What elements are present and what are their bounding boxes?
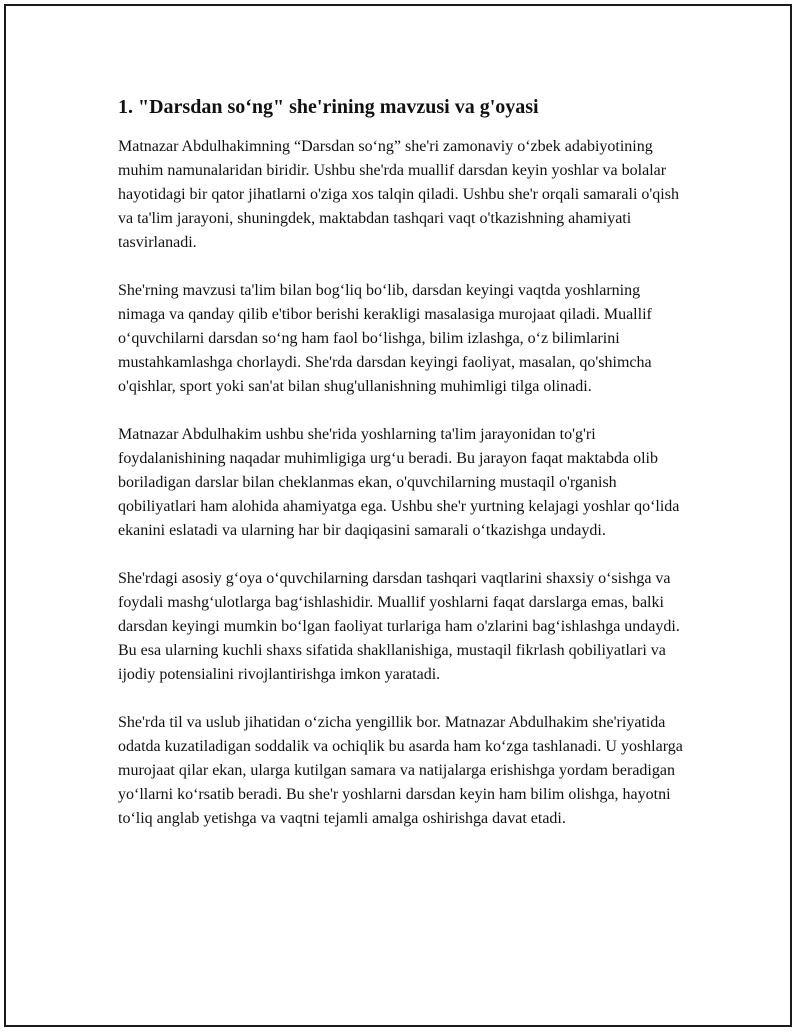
paragraph-3: Matnazar Abdulhakim ushbu she'rida yoshlarning ta'lim jarayonidan to'g'ri foydalanishining naqadar muhimligiga urg‘u beradi. Bu jarayon faqat maktabda olib boriladigan darslar bilan cheklanmas ekan, o'quvchilarning mustaqil o'rganish qobiliyatlari ham alohida ahamiyatga ega. Ushbu she'r yurtning kelajagi yoshlar qo‘lida ekanini eslatadi va ularning har bir daqiqasini samarali o‘tkazishga undaydi. — [118, 426, 680, 539]
paragraph-2: She'rning mavzusi ta'lim bilan bog‘liq bo‘lib, darsdan keyingi vaqtda yoshlarning nimaga va qanday qilib e'tibor berishi kerakligi masalasiga murojaat qiladi. Muallif o‘quvchilarni darsdan so‘ng ham faol bo‘lishga, bilim izlashga, o‘z bilimlarini mustahkamlashga chorlaydi. She'rda darsdan keyingi faoliyat, masalan, qo'shimcha o'qishlar, sport yoki san'at bilan shug'ullanishning muhimligi tilga olinadi. — [118, 282, 652, 395]
paragraph-5: She'rda til va uslub jihatidan o‘zicha yengillik bor. Matnazar Abdulhakim she'riyatida odatda kuzatiladigan soddalik va ochiqlik bu asarda ham ko‘zga tashlanadi. U yoshlarga murojaat qilar ekan, ularga kutilgan samara va natijalarga erishishga yordam beradigan yo‘llarni ko‘rsatib beradi. Bu she'r yoshlarni darsdan keyin ham bilim olishga, hayotni to‘liq anglab yetishga va vaqtni tejamli amalga oshirishga davat etadi. — [118, 714, 683, 827]
paragraph-4: She'rdagi asosiy g‘oya o‘quvchilarning darsdan tashqari vaqtlarini shaxsiy o‘sishga va foydali mashg‘ulotlarga bag‘ishlashidir. Muallif yoshlarni faqat darslarga emas, balki darsdan keyingi mumkin bo‘lgan faoliyat turlariga ham o'zlarini bag‘ishlashga undaydi. Bu esa ularning kuchli shaxs sifatida shakllanishiga, mustaqil fikrlash qobiliyatlari va ijodiy potensialini rivojlantirishga imkon yaratadi. — [118, 570, 680, 683]
paragraph-1: Matnazar Abdulhakimning “Darsdan so‘ng” she'ri zamonaviy o‘zbek adabiyotining muhim namunalaridan biridir. Ushbu she'rda muallif darsdan keyin yoshlar va bolalar hayotidagi bir qator jihatlarni o'ziga xos talqin qiladi. Ushbu she'r orqali samarali o'qish va ta'lim jarayoni, shuningdek, maktabdan tashqari vaqt o'tkazishning ahamiyati tasvirlanadi. — [118, 138, 679, 251]
section-heading: 1. "Darsdan so‘ng" she'rining mavzusi va g'oyasi — [118, 96, 539, 118]
document-body — [118, 93, 688, 855]
